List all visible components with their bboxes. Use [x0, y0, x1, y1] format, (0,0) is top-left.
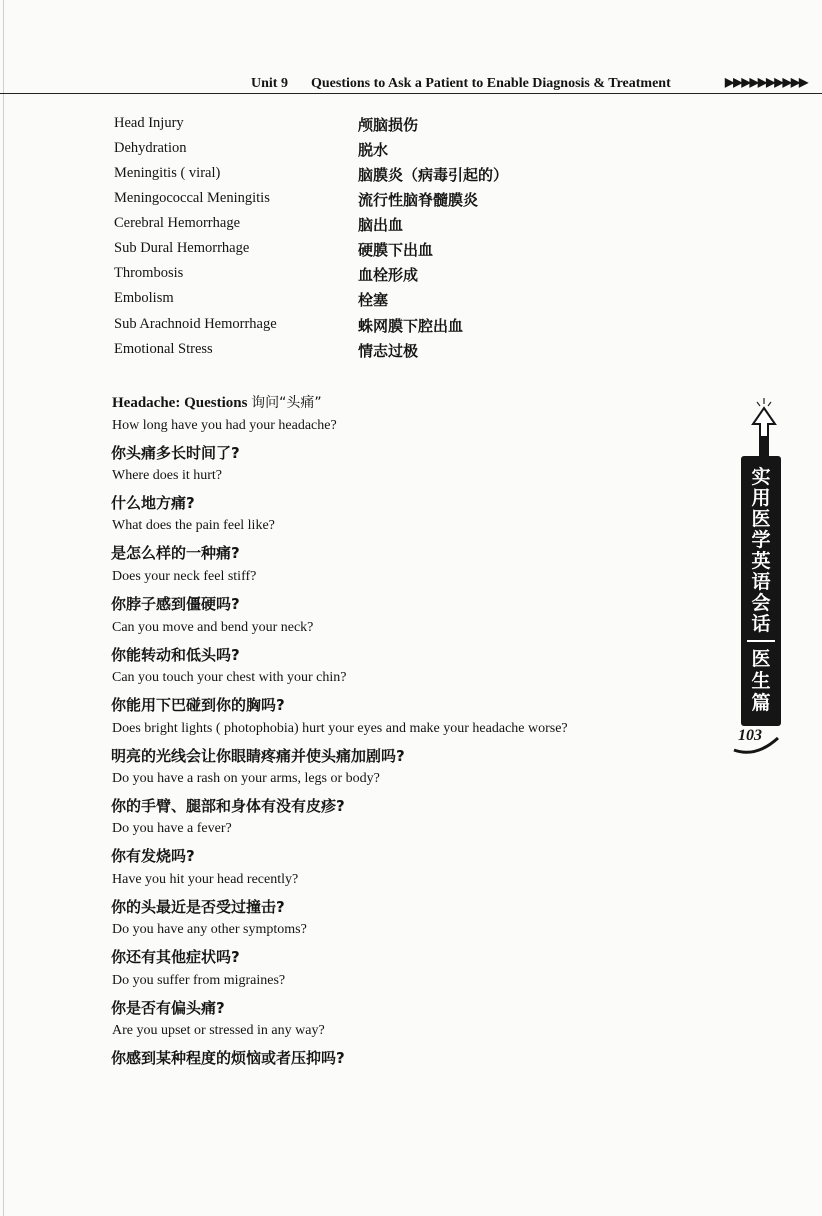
question-en: Do you have a fever? [112, 821, 232, 836]
book-title-char: 学 [751, 529, 771, 551]
question-zh: 你还有其他症状吗? [111, 948, 240, 966]
header-arrows: ▶▶▶▶▶▶▶▶▶▶ [725, 75, 808, 89]
question-en: Does your neck feel stiff? [112, 569, 257, 584]
vocab-term-zh: 脱水 [358, 141, 389, 159]
vocab-term-zh: 颅脑损伤 [358, 116, 419, 134]
vocab-item [0, 341, 600, 361]
side-tab [741, 456, 781, 726]
question-zh: 你有发烧吗? [111, 847, 195, 865]
section-heading-en: Headache: Questions [112, 395, 248, 411]
question-zh: 你的手臂、腿部和身体有没有皮疹? [111, 797, 345, 815]
tab-divider [747, 640, 775, 642]
question-en: Do you suffer from migraines? [112, 973, 286, 988]
question-en: What does the pain feel like? [112, 518, 275, 533]
volume-char: 生 [751, 670, 771, 692]
question-zh: 你的头最近是否受过撞击? [111, 898, 285, 916]
vocab-term-zh: 脑出血 [358, 216, 404, 234]
question-en: Do you have a rash on your arms, legs or body? [112, 771, 380, 786]
vocab-term-en: Cerebral Hemorrhage [114, 215, 241, 231]
book-title-char: 会 [751, 592, 771, 614]
vocab-term-zh: 脑膜炎（病毒引起的） [358, 166, 509, 184]
vocab-term-en: Embolism [114, 290, 174, 306]
book-title-char: 话 [751, 613, 771, 635]
vocab-term-zh: 血栓形成 [358, 266, 419, 284]
question-en: How long have you had your headache? [112, 418, 337, 433]
question-zh: 明亮的光线会让你眼睛疼痛并使头痛加剧吗? [111, 747, 405, 765]
question-en: Do you have any other symptoms? [112, 922, 307, 937]
vocab-term-en: Meningitis ( viral) [114, 165, 221, 181]
vocab-term-en: Sub Arachnoid Hemorrhage [114, 316, 277, 332]
vocab-term-en: Emotional Stress [114, 341, 213, 357]
vocab-item [0, 165, 600, 185]
book-title-char: 语 [751, 571, 771, 593]
question-en: Can you touch your chest with your chin? [112, 670, 347, 685]
vocab-item [0, 215, 600, 235]
vocab-item [0, 140, 600, 160]
vocab-item [0, 190, 600, 210]
section-heading [112, 392, 322, 412]
question-zh: 你感到某种程度的烦恼或者压抑吗? [111, 1049, 345, 1067]
question-zh: 什么地方痛? [111, 494, 195, 512]
question-zh: 你是否有偏头痛? [111, 999, 225, 1017]
header-rule [0, 93, 822, 94]
question-zh: 是怎么样的一种痛? [111, 544, 240, 562]
book-title-char: 医 [751, 508, 771, 530]
vocab-term-zh: 栓塞 [358, 291, 389, 309]
question-en: Does bright lights ( photophobia) hurt your eyes and make your headache worse? [112, 721, 568, 736]
vocab-term-zh: 流行性脑脊髓膜炎 [358, 191, 479, 209]
vocab-term-en: Sub Dural Hemorrhage [114, 240, 250, 256]
volume-char: 篇 [751, 692, 771, 714]
volume-char: 医 [751, 648, 771, 670]
question-en: Have you hit your head recently? [112, 872, 299, 887]
unit-label: Unit 9 [251, 76, 288, 91]
question-en: Are you upset or stressed in any way? [112, 1023, 325, 1038]
vocab-term-en: Head Injury [114, 115, 184, 131]
vocab-term-zh: 情志过极 [358, 342, 419, 360]
vocab-term-zh: 硬膜下出血 [358, 241, 434, 259]
question-zh: 你脖子感到僵硬吗? [111, 595, 240, 613]
vocab-item [0, 240, 600, 260]
question-zh: 你头痛多长时间了? [111, 444, 240, 462]
question-zh: 你能用下巴碰到你的胸吗? [111, 696, 285, 714]
vocab-item [0, 265, 600, 285]
question-en: Where does it hurt? [112, 468, 223, 483]
vocab-item [0, 290, 600, 310]
section-heading-zh: 询问“头痛” [251, 395, 322, 411]
vocab-item [0, 316, 600, 336]
question-zh: 你能转动和低头吗? [111, 646, 240, 664]
vocab-term-en: Dehydration [114, 140, 187, 156]
vocab-term-en: Meningococcal Meningitis [114, 190, 270, 206]
book-title-char: 用 [751, 487, 771, 509]
book-title-char: 英 [751, 550, 771, 572]
vocab-item [0, 115, 600, 135]
book-title-char: 实 [751, 466, 771, 488]
unit-title: Questions to Ask a Patient to Enable Diagnosis & Treatment [311, 76, 671, 91]
question-en: Can you move and bend your neck? [112, 620, 314, 635]
vocab-term-en: Thrombosis [114, 265, 184, 281]
running-header [248, 74, 822, 94]
page-number: 103 [738, 727, 762, 744]
vocab-term-zh: 蛛网膜下腔出血 [358, 317, 464, 335]
up-arrow-icon [749, 396, 779, 460]
